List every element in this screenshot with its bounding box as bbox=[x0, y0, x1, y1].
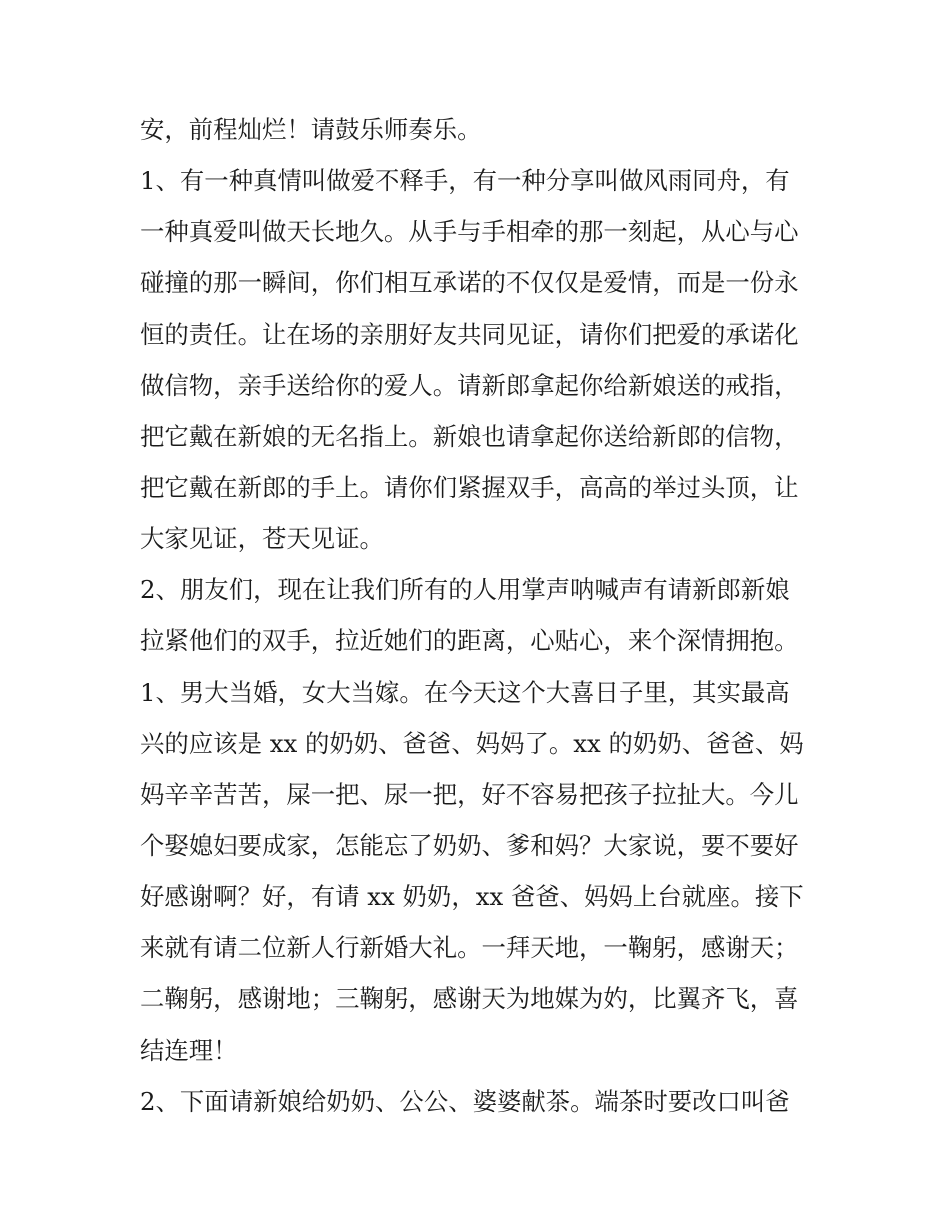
text-line: 妈辛辛苦苦，屎一把、尿一把，好不容易把孩子拉扯大。今儿 bbox=[140, 779, 799, 809]
text-line: 结连理！ bbox=[140, 1035, 238, 1065]
body-text bbox=[140, 104, 820, 1127]
text-line: 一种真爱叫做天长地久。从手与手相牵的那一刻起，从心与心 bbox=[140, 217, 799, 247]
text-line: 把它戴在新郎的手上。请你们紧握双手，高高的举过头顶，让 bbox=[140, 472, 799, 502]
text-line: 安，前程灿烂！请鼓乐师奏乐。 bbox=[140, 115, 482, 144]
text-line: 做信物，亲手送给你的爱人。请新郎拿起你给新娘送的戒指， bbox=[140, 370, 799, 400]
text-line: 2、朋友们，现在让我们所有的人用掌声呐喊声有请新郎新娘 bbox=[140, 575, 790, 605]
text-line: 来就有请二位新人行新婚大礼。一拜天地，一鞠躬，感谢天； bbox=[140, 933, 799, 963]
text-line: 碰撞的那一瞬间，你们相互承诺的不仅仅是爱情，而是一份永 bbox=[140, 268, 799, 298]
text-line: 好感谢啊？好，有请 xx 奶奶，xx 爸爸、妈妈上台就座。接下 bbox=[140, 882, 804, 912]
text-line: 2、下面请新娘给奶奶、公公、婆婆献茶。端茶时要改口叫爸 bbox=[140, 1086, 790, 1116]
text-line: 拉紧他们的双手，拉近她们的距离，心贴心，来个深情拥抱。 bbox=[140, 626, 799, 656]
text-line: 1、男大当婚，女大当嫁。在今天这个大喜日子里，其实最高 bbox=[140, 677, 790, 707]
text-line: 1、有一种真情叫做爱不释手，有一种分享叫做风雨同舟，有 bbox=[140, 166, 790, 196]
text-line: 二鞠躬，感谢地；三鞠躬，感谢天为地媒为妁，比翼齐飞，喜 bbox=[140, 984, 799, 1014]
text-line: 兴的应该是 xx 的奶奶、爸爸、妈妈了。xx 的奶奶、爸爸、妈 bbox=[140, 728, 804, 758]
text-line: 个娶媳妇要成家，怎能忘了奶奶、爹和妈？大家说，要不要好 bbox=[140, 830, 799, 860]
text-line: 把它戴在新娘的无名指上。新娘也请拿起你送给新郎的信物， bbox=[140, 421, 799, 451]
text-line: 大家见证，苍天见证。 bbox=[140, 524, 384, 554]
text-line: 恒的责任。让在场的亲朋好友共同见证，请你们把爱的承诺化 bbox=[140, 319, 799, 349]
